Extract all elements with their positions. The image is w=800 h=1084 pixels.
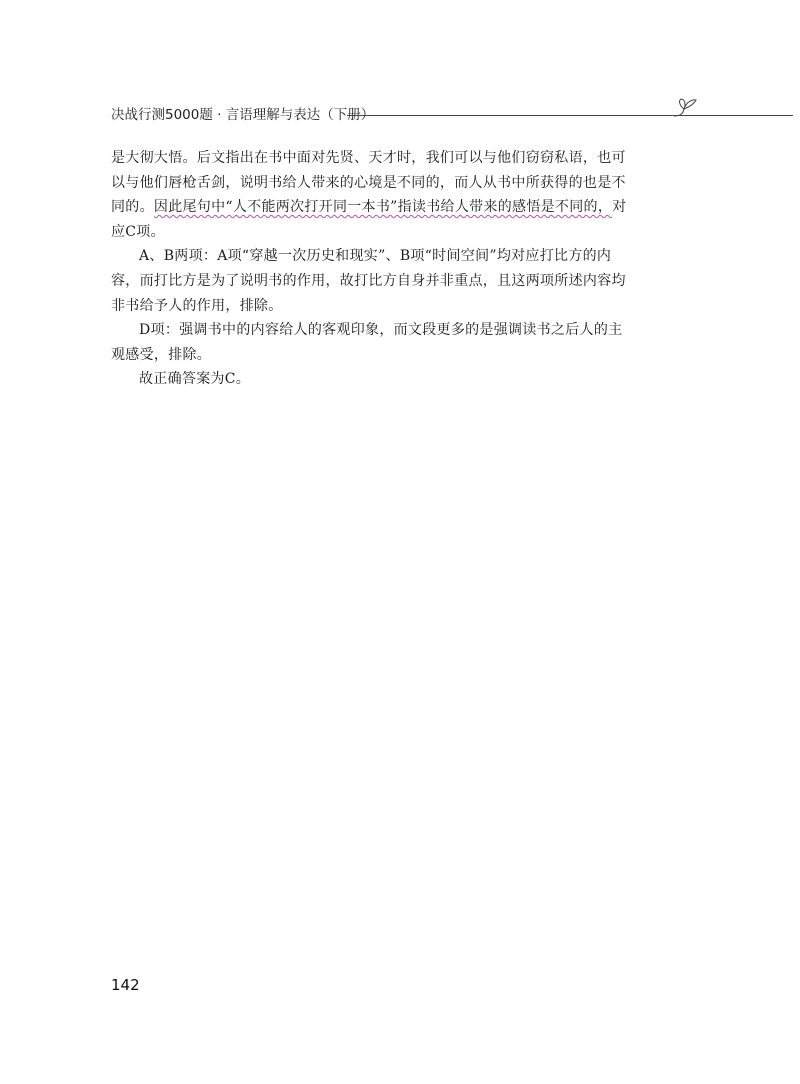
paragraph-options-ab: A、B两项：A项“穿越一次历史和现实”、B项“时间空间”均对应打比方的内容，而打比方是为了说明书的作用，故打比方自身并非重点，且这两项所述内容均非书给予人的作用，排除。	[111, 248, 626, 314]
page-number: 142	[111, 976, 140, 994]
paragraph-analysis	[111, 146, 636, 244]
running-header	[111, 105, 701, 129]
header-title: 决战行测5000题 · 言语理解与表达（下册）	[111, 107, 375, 123]
highlighted-sentence: 因此尾句中“人不能两次打开同一本书”指读书给人带来的感悟是不同的，	[153, 199, 613, 216]
paragraph-answer: 故正确答案为C。	[139, 371, 251, 388]
sprout-icon	[670, 95, 700, 121]
paragraph-analysis-tail: 对应C项。	[111, 199, 627, 240]
body-text	[111, 146, 636, 392]
paragraph-option-d: D项：强调书中的内容给人的客观印象，而文段更多的是强调读书之后人的主观感受，排除。	[111, 322, 623, 363]
header-rule	[347, 115, 793, 116]
paragraph-analysis-lead: 是大彻大悟。后文指出在书中面对先贤、天才时，我们可以与他们窃窃私语，也可以与他们唇枪舌剑，说明书给人带来的心境是不同的，而人从书中所获得的也是不同的。	[111, 150, 626, 216]
